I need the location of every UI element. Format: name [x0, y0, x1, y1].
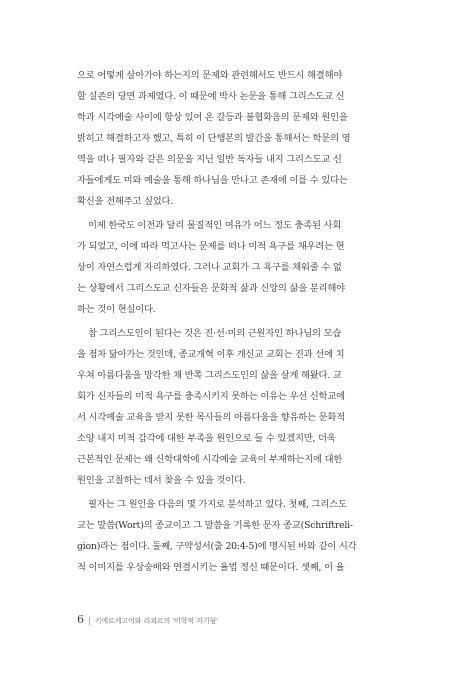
body-line: 회가 신자들의 미적 욕구를 충족시키지 못하는 이유는 우선 신학교에 — [77, 391, 345, 402]
body-line: 우쳐 아름다움을 망각한 채 반쪽 그리스도인의 삶을 살게 해왔다. 교 — [77, 370, 342, 381]
body-line: 는 상황에서 그리스도교 신자들은 문화적 삶과 신앙의 삶을 분리해야 — [77, 283, 345, 294]
body-line: 을 점차 닮아가는 것인데, 종교개혁 이후 개신교 교회는 진과 선에 치 — [77, 349, 345, 360]
body-line: 자들에게도 미와 예술을 통해 하나님을 만나고 존재에 이를 수 있다는 — [77, 175, 348, 186]
body-line: 가 되었고, 이에 따라 먹고사는 문제를 떠나 미적 욕구를 채우려는 현 — [77, 241, 345, 252]
body-line: 원인을 고찰하는 데서 찾을 수 있을 것이다. — [77, 475, 246, 486]
body-line: 으로 어떻게 살아가야 하는지의 문제와 관련해서도 반드시 해결해야 — [77, 70, 343, 81]
page-number: 6 — [77, 613, 84, 626]
body-line: 확신을 전해주고 싶었다. — [77, 196, 174, 207]
body-line: 역을 떠나 필자와 같은 의문을 지닌 일반 독자들 내지 그리스도교 신 — [77, 154, 342, 165]
paragraph-first-line: 이제 한국도 이전과 달리 물질적인 여유가 어느 정도 충족된 사회 — [88, 220, 342, 231]
body-line: 근본적인 문제는 왜 신학대학에 시각예술 교육이 부재하는지에 대한 — [77, 454, 343, 465]
body-line: 하는 것이 현실이다. — [77, 304, 156, 315]
body-line: 교는 말씀(Wort)의 종교이고 그 말씀을 기록한 문자 종교(Schriftreli- — [77, 520, 353, 531]
paragraph-first-line: 필자는 그 원인을 다음의 몇 가지로 분석하고 있다. 첫째, 그리스도 — [88, 499, 347, 510]
paragraph-first-line: 참 그리스도인이 된다는 것은 진·선·미의 근원자인 하나님의 모습 — [88, 328, 342, 339]
body-line: 할 실존의 당면 과제였다. 이 때문에 박사 논문을 통해 그리스도교 신 — [77, 91, 345, 102]
body-line: 서 시각예술 교육을 받지 못한 목사들의 아름다움을 향유하는 문화적 — [77, 412, 345, 423]
body-line: 소양 내지 미적 감각에 대한 부족을 원인으로 들 수 있겠지만, 더욱 — [77, 433, 336, 444]
page-footer — [77, 613, 218, 627]
body-line: 학과 시각예술 사이에 항상 있어 온 갈등과 불협화음의 문제와 원인을 — [77, 112, 348, 123]
body-line: 상이 자연스럽게 자리하였다. 그러나 교회가 그 욕구를 채워줄 수 없 — [77, 262, 342, 273]
body-line: 밝히고 해결하고자 했고, 특히 이 단행본의 발간을 통해서는 학문의 영 — [77, 133, 351, 144]
body-line: 적 이미지를 우상숭배와 연결시키는 율법 정신 때문이다. 셋째, 이 율 — [77, 562, 345, 573]
body-line: gion)라는 점이다. 둘째, 구약성서(출 20:4-5)에 명시된 바와 같이 시각 — [77, 541, 357, 552]
running-book-title: 키에르케고어와 리쾨르의 '미학적 자기됨' — [94, 617, 218, 625]
footer-separator: | — [88, 616, 91, 625]
